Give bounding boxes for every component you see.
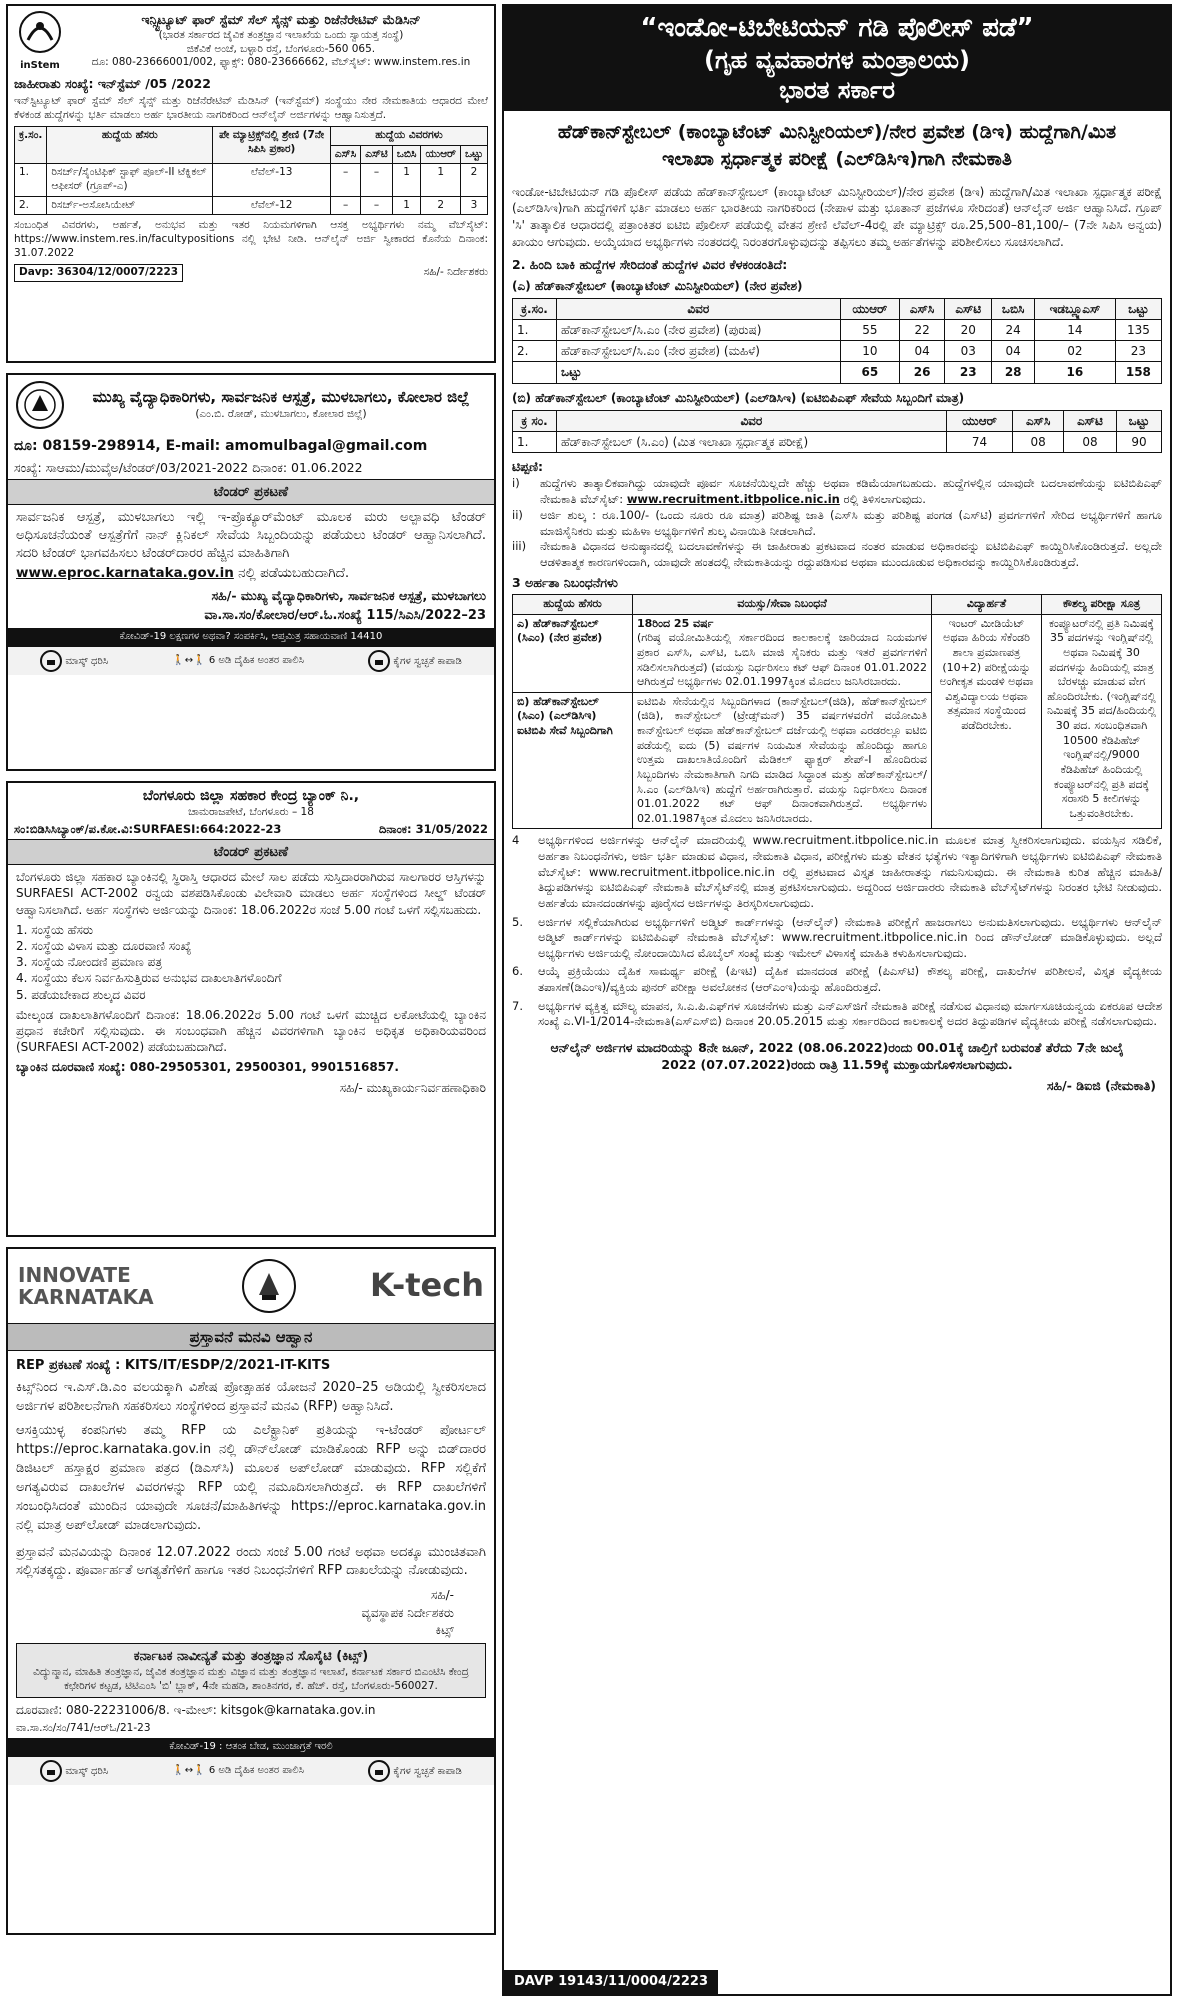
table-row: 1. ರಿಸರ್ಚ್/ಸೈಂಟಿಫಿಕ್ ಸ್ಟಾಫ್ ಪೂಲ್-II ಟೆಕ್ನಿಕಲ್ ಆಫೀಸರ್ (ಗ್ರೂಪ್-ಎ) ಲೆವೆಲ್-13 – – 1 1 2 [15, 164, 488, 196]
list-item: iii) ನೇಮಕಾತಿ ವಿಧಾನದ ಅನುಷ್ಠಾನದಲ್ಲಿ ಬದಲಾವಣೆಗಳನ್ನು ಈ ಜಾಹೀರಾತು ಪ್ರಕಟವಾದ ನಂತರ ಮಾಡುವ ಅಧಿಕಾರವನ್ನು ಐಟಿಬಿಪಿಎಫ್ ಕಾಯ್ದಿರಿಸಿಕೊಂಡಿರುತ್ತದೆ. ಅಲ್ಲದೇ ಆಡಳಿತಾತ್ಮಕ ಕಾರಣಗಳಿಂದಾಗಿ, ಯಾವುದೇ ಹಂತದಲ್ಲಿ ನೇಮಕಾತಿಯನ್ನು ರದ್ದುಪಡಿಸುವ ಅಥವಾ ಮುಂದೂಡುವ ಅಧಿಕಾರವನ್ನು ಕಾಯ್ದಿರಿಸಿಕೊಂಡಿರುತ್ತದೆ. [512, 539, 1162, 570]
mask-icon [40, 1760, 62, 1782]
instem-logo: inStem [14, 10, 66, 72]
list-item: 6. ಆಯ್ಕೆ ಪ್ರಕ್ರಿಯೆಯು ದೈಹಿಕ ಸಾಮರ್ಥ್ಯ ಪರೀಕ್ಷೆ (ಪಿಇಟಿ) ದೈಹಿಕ ಮಾನದಂಡ ಪರೀಕ್ಷೆ (ಪಿಎಸ್‌ಟಿ) ಕೌಶಲ್ಯ ಪರೀಕ್ಷೆ, ದಾಖಲೆಗಳ ಪರಿಶೀಲನೆ, ವಿಸ್ತೃತ ವೈದ್ಯಕೀಯ ತಪಾಸಣೆ(ಡಿಎಂಇ)/ವ್ಯಕ್ತಿಯ ಪುನರ್ ಪರೀಕ್ಷಾ ಅವಲೋಕನ (ಆರ್‌ಎಂಇ)ಯನ್ನು ಹೊಂದಿರುತ್ತದೆ. [512, 964, 1162, 995]
bank-doc-list [8, 922, 494, 1003]
innovate-karnataka-logo: INNOVATE KARNATAKA [18, 1263, 154, 1309]
table-row: 2. ರಿಸರ್ಚ್-ಅಸೋಸಿಯೇಟ್ ಲೆವೆಲ್-12 – – 1 2 3 [15, 196, 488, 215]
covid-banner: ಕೋವಿಡ್-19 ಲಕ್ಷಣಗಳ ಅಥವಾ? ಸಂಪರ್ಕಿಸಿ, ಆಪ್ತಮಿತ್ರ ಸಹಾಯವಾಣಿ 14410 [8, 628, 494, 646]
itbp-headline: ಹೆಡ್‌ಕಾನ್‌ಸ್ಟೇಬಲ್ (ಕಾಂಬ್ಯಾಟೆಂಟ್ ಮಿನಿಸ್ಟೀರಿಯಲ್)/ನೇರ ಪ್ರವೇಶ (ಡಿಇ) ಹುದ್ದೆಗಾಗಿ/ಮಿತ ಇಲಾಖಾ ಸ್ಪರ್ಧಾತ್ಮಕ ಪರೀಕ್ಷೆ (ಎಲ್‌ಡಿಸಿಇ)ಗಾಗಿ ನೇಮಕಾತಿ [557, 120, 1117, 171]
bank-tender-heading: ಟೆಂಡರ್ ಪ್ರಕಟಣೆ [8, 839, 494, 865]
list-item: 2. ಸಂಸ್ಥೆಯ ವಿಳಾಸ ಮತ್ತು ದೂರವಾಣಿ ಸಂಖ್ಯೆ [16, 939, 192, 954]
bank-title: ಬೆಂಗಳೂರು ಜಿಲ್ಲಾ ಸಹಕಾರ ಕೇಂದ್ರ ಬ್ಯಾಂಕ್ ನಿ., [142, 788, 360, 804]
ktech-logo: K-tech [369, 1266, 484, 1305]
distance-icon: 🚶↔🚶 [172, 654, 206, 666]
karnataka-emblem-icon [240, 1257, 298, 1315]
hospital-tender-heading: ಟೆಂಡರ್ ಪ್ರಕಟಣೆ [8, 479, 494, 505]
covid-icons: ಮಾಸ್ಕ್ ಧರಿಸಿ 🚶↔🚶 6 ಅಡಿ ದೈಹಿಕ ಅಂತರ ಪಾಲಿಸಿ ಕೈಗಳ ಸ್ವಚ್ಛತೆ ಕಾಪಾಡಿ [8, 1756, 494, 1785]
instem-table: ಕ್ರ.ಸಂ. ಹುದ್ದೆಯ ಹೆಸರು ಪೇ ಮ್ಯಾಟ್ರಿಕ್ಸ್‌ನಲ್ಲಿ ಶ್ರೇಣಿ (7ನೇ ಸಿಪಿಸಿ ಪ್ರಕಾರ) ಹುದ್ದೆಯ ವಿವರಗಳು ಎಸ್‌ಸಿ ಎಸ್‌ಟಿ ಒಬಿಸಿ ಯುಆರ್ ಒಟ್ಟು 1. ರಿಸರ್ಚ್/ಸೈಂಟಿಫಿಕ್ ಸ್ಟಾಫ್ ಪೂಲ್-II ಟೆಕ್ನಿಕಲ್ ಆಫೀಸರ್ (ಗ್ರೂಪ್-ಎ) ಲೆವೆಲ್-13 – – 1 1 2 2. ರಿಸರ್ಚ್-ಅಸೋಸಿಯೇಟ್ ಲೆವೆಲ್-12 – – 1 2 3 [14, 126, 488, 215]
ktech-ad: INNOVATE KARNATAKA K-tech ಪ್ರಸ್ತಾವನೆ ಮನವಿ ಆಹ್ವಾನ REP ಪ್ರಕಟಣೆ ಸಂಖ್ಯೆ : KITS/IT/ESDP/2/2021-IT-KITS ಕಿಟ್ಸ್‌ನಿಂದ ಇ.ಎಸ್.ಡಿ.ಎಂ ವಲಯಕ್ಕಾಗಿ ವಿಶೇಷ ಪ್ರೋತ್ಸಾಹಕ ಯೋಜನೆ 2020–25 ಅಡಿಯಲ್ಲಿ ಸ್ವೀಕರಿಸಲಾದ ಅರ್ಜಿಗಳ ಪರಿಶೀಲನೆಗಾಗಿ ಸಹಕರಿಸಲು ಸಂಸ್ಥೆಗಳಿಂದ ಪ್ರಸ್ತಾವನೆ ಮನವಿ (RFP) ಅಹ್ವಾನಿಸಿದೆ. ಆಸಕ್ತಿಯುಳ್ಳ ಕಂಪನಿಗಳು ತಮ್ಮ RFP ಯ ಎಲೆಕ್ಟ್ರಾನಿಕ್ ಪ್ರತಿಯನ್ನು ಇ-ಟೆಂಡರ್ ಪೋರ್ಟಲ್ https://eproc.karnataka.gov.in ನಲ್ಲಿ ಡೌನ್‌ಲೋಡ್ ಮಾಡಿಕೊಂಡು RFP ಅನ್ನು ಬಿಡ್‌ದಾರರ ಡಿಜಿಟಲ್ ಹಸ್ತಾಕ್ಷರ ಪ್ರಮಾಣ ಪತ್ರದ (ಡಿಎಸ್‌ಸಿ) ಮೂಲಕ ಅಪ್‌ಲೋಡ್ ಮಾಡುವುದು. RFP ಸಲ್ಲಿಕೆಗೆ ಅಗತ್ಯವಿರುವ ದಾಖಲೆಗಳ ವಿವರಗಳನ್ನು RFP ಯಲ್ಲಿ ನಮೂದಿಸಲಾಗಿರುತ್ತದೆ. ಈ RFP ದಾಖಲೆಗಳಿಗೆ ಸಂಬಂಧಿಸಿದಂತೆ ಮುಂದಿನ ಯಾವುದೇ ಸೂಚನೆ/ಮಾಹಿತಿಗಳನ್ನು https://eproc.karnataka.gov.in ನಲ್ಲಿ ಮಾತ್ರ ಅಪ್‌ಲೋಡ್ ಮಾಡಲಾಗುವುದು. ಪ್ರಸ್ತಾವನೆ ಮನವಿಯನ್ನು ದಿನಾಂಕ 12.07.2022 ರಂದು ಸಂಜೆ 5.00 ಗಂಟೆ ಅಥವಾ ಅದಕ್ಕೂ ಮುಂಚಿತವಾಗಿ ಸಲ್ಲಿಸತಕ್ಕದ್ದು. ಪೂರ್ವಾರ್ಹತೆ ಅಗತ್ಯತೆಗೆಳಿಗೆ ಹಾಗೂ ಇತರ ನಿಬಂಧನೆಗಳಿಗೆ RFP ದಾಖಲೆಯನ್ನು ನೋಡುವುದು. ಸಹಿ/- ವ್ಯವಸ್ಥಾಪಕ ನಿರ್ದೇಶಕರು ಕಿಟ್ಸ್ ಕರ್ನಾಟಕ ನಾವೀನ್ಯತೆ ಮತ್ತು ತಂತ್ರಜ್ಞಾನ ಸೊಸೈಟಿ (ಕಿಟ್ಸ್) ವಿದ್ಯುನ್ಮಾನ, ಮಾಹಿತಿ ತಂತ್ರಜ್ಞಾನ, ಜೈವಿಕ ತಂತ್ರಜ್ಞಾನ ಮತ್ತು ವಿಜ್ಞಾನ ಮತ್ತು ತಂತ್ರಜ್ಞಾನ ಇಲಾಖೆ, ಕರ್ನಾಟಕ ಸರ್ಕಾರ ಬಿಎಂಟಿಸಿ ಕೇಂದ್ರ ಕಛೇರಿಗಳ ಕಟ್ಟಡ, ಟಿಟಿಎಂಸಿ 'ಬಿ' ಬ್ಲಾಕ್, 4ನೇ ಮಹಡಿ, ಶಾಂತಿನಗರ, ಕೆ. ಹೆಚ್. ರಸ್ತೆ, ಬೆಂಗಳೂರು-560027. ದೂರವಾಣಿ: 080-22231006/8. ಇ-ಮೇಲ್: kitsgok@karnataka.gov.in ವಾ.ಸಾ.ಸಂ/ಸಂ/741/ಆರ್‌ಓ/21-23 ಕೋವಿಡ್-19 : ಆತಂಕ ಬೇಡ, ಮುಂಜಾಗ್ರತೆ ಇರಲಿ ಮಾಸ್ಕ್ ಧರಿಸಿ 🚶↔🚶 6 ಅಡಿ ದೈಹಿಕ ಅಂತರ ಪಾಲಿಸಿ ಕೈಗಳ ಸ್ವಚ್ಛತೆ ಕಾಪಾಡಿ [6, 1247, 496, 1935]
itbp-points [504, 829, 1170, 1030]
handwash-icon [368, 1760, 390, 1782]
table-row: 1. ಹೆಡ್‌ಕಾನ್‌ಸ್ಟೇಬಲ್/ಸಿ.ಎಂ (ನೇರ ಪ್ರವೇಶ) (ಪುರುಷ) 55 22 20 24 14 135 [513, 320, 1162, 341]
itbp-eligibility-table: ಹುದ್ದೆಯ ಹೆಸರು ವಯಸ್ಸು/ಸೇವಾ ನಿಬಂಧನೆ ವಿದ್ಯಾರ್ಹತೆ ಕೌಶಲ್ಯ ಪರೀಕ್ಷಾ ಸೂತ್ರ ಎ) ಹೆಡ್‌ಕಾನ್‌ಸ್ಟೇಬಲ್ (ಸಿಎಂ) (ನೇರ ಪ್ರವೇಶ) 18ರಿಂದ 25 ವರ್ಷ (ಗರಿಷ್ಠ ವಯೋಮಿತಿಯಲ್ಲಿ ಸರ್ಕಾರದಿಂದ ಕಾಲಕಾಲಕ್ಕೆ ಜಾರಿಯಾದ ನಿಯಮಗಳ ಪ್ರಕಾರ ಎಸ್‌ಸಿ, ಎಸ್‌ಟಿ, ಒಬಿಸಿ ಮಾಜಿ ಸೈನಿಕರು ಮತ್ತು ಇತರೆ ಪ್ರವರ್ಗಗಳಿಗೆ ಸಡಿಲಿಸಲಾಗಿರುತ್ತದೆ) (ವಯಸ್ಸು ನಿರ್ಧರಿಸಲು ಕಟ್ ಆಫ್ ದಿನಾಂಕ 01.01.2022 ಆಗಿರುತ್ತದೆ ಅಭ್ಯರ್ಥಿಗಳು 02.01.1997ಕ್ಕಿಂತ ಮೊದಲು ಜನಿಸಿರಬಾರದು. ಇಂಟರ್ ಮೀಡಿಯೆಟ್ ಅಥವಾ ಹಿರಿಯ ಸೆಕೆಂಡರಿ ಶಾಲಾ ಪ್ರಮಾಣಪತ್ರ (10+2) ಪರೀಕ್ಷೆಯನ್ನು ಅಂಗೀಕೃತ ಮಂಡಳಿ ಅಥವಾ ವಿಶ್ವವಿದ್ಯಾಲಯ ಅಥವಾ ತತ್ಸಮಾನ ಸಂಸ್ಥೆಯಿಂದ ಪಡೆದಿರಬೇಕು. ಕಂಪ್ಯೂಟರ್‌ನಲ್ಲಿ ಪ್ರತಿ ನಿಮಿಷಕ್ಕೆ 35 ಪದಗಳನ್ನು ಇಂಗ್ಲಿಷ್‌ನಲ್ಲಿ ಅಥವಾ ನಿಮಿಷಕ್ಕೆ 30 ಪದಗಳನ್ನು ಹಿಂದಿಯಲ್ಲಿ ಮಾತ್ರ ಬೆರಳಚ್ಚು ಮಾಡುವ ವೇಗ ಹೊಂದಿರಬೇಕು. (ಇಂಗ್ಲಿಷ್‌ನಲ್ಲಿ ನಿಮಿಷಕ್ಕೆ 35 ಪದ/ಹಿಂದಿಯಲ್ಲಿ 30 ಪದ. ಸಂಬಂಧಿತವಾಗಿ 10500 ಕೆಡಿಪಿಹೆಚ್ ಇಂಗ್ಲಿಷ್‌ನಲ್ಲಿ/9000 ಕೆಡಿಪಿಹೆಚ್ ಹಿಂದಿಯಲ್ಲಿ ಕಂಪ್ಯೂಟರ್‌ನಲ್ಲಿ ಪ್ರತಿ ಪದಕ್ಕೆ ಸರಾಸರಿ 5 ಕೀಲಿಗಳನ್ನು ಒತ್ತುವಂತಿರಬೇಕು. ಬಿ) ಹೆಡ್‌ಕಾನ್‌ಸ್ಟೇಬಲ್ (ಸಿಎಂ) (ಎಲ್‌ಡಿಸಿಇ) ಐಟಿಬಿಪಿ ಸೇವೆ ಸಿಬ್ಬಂದಿಗಾಗಿ ಐಟಿಬಿಪಿ ಸೇನೆಯಲ್ಲಿನ ಸಿಬ್ಬಂದಿಗಳಾದ (ಕಾನ್‌ಸ್ಟೇಬಲ್(ಜಿಡಿ), ಹೆಡ್‌ಕಾನ್‌ಸ್ಟೇಬಲ್ (ಜಿಡಿ), ಕಾನ್‌ಸ್ಟೇಬಲ್ (ಟ್ರೇಡ್ಸ್‌ಮನ್) 35 ವರ್ಷಗಳವರೆಗೆ ವಯೋಮಿತಿ ಕಾನ್‌ಸ್ಟೇಬಲ್ ಅಥವಾ ಹೆಡ್‌ಕಾನ್‌ಸ್ಟೇಬಲ್ ದರ್ಜೆಯಲ್ಲಿ ಅಥವಾ ಎರಡರಲ್ಲೂ ಐಟಿಬಿ ಪಡೆಯಲ್ಲಿ ಐದು (5) ವರ್ಷಗಳ ನಿಯಮಿತ ಸೇವೆಯನ್ನು ಹೊಂದಿದ್ದು ಹಾಗೂ ಉತ್ತಮ ದಾಖಲಾತಿಯೊಂದಿಗೆ ಮೆಡಿಕಲ್ ಫ್ಯಾಕ್ಟರ್ ಶೇಪ್-I ಹೊಂದಿರುವ ಸಿಬ್ಬಂದಿಗಳು ನೇಮಕಾತಿಗಾಗಿ ನಿಗದಿ ಮಾಡಿದ ಸಿದ್ಧಾಂತ ಮತ್ತು ಹೆಡ್‌ಕಾನ್‌ಸ್ಟೇಬಲ್/ಸಿ.ಎಂ (ಎಲ್‌ಡಿಸಿಇ) ಹುದ್ದೆಗೆ ಅರ್ಹರಾಗಿರುತ್ತಾರೆ. ವಯಸ್ಸು ನಿರ್ಧರಿಸಲು ದಿನಾಂಕ 01.01.2022 ಕಟ್ ಆಫ್ ದಿನಾಂಕವಾಗಿರುತ್ತದೆ. ಅಭ್ಯರ್ಥಿಗಳು 02.01.1987ಕ್ಕಿಂತ ಮೊದಲು ಜನಿಸಿರಬಾರದು. [512, 594, 1162, 829]
list-item: 4 ಅಭ್ಯರ್ಥಿಗಳಿಂದ ಅರ್ಜಿಗಳನ್ನು ಆನ್‌ಲೈನ್ ಮಾದರಿಯಲ್ಲಿ www.recruitment.itbpolice.nic.in ಮೂಲಕ ಮಾತ್ರ ಸ್ವೀಕರಿಸಲಾಗುವುದು. ವಯಸ್ಸಿನ ಸಡಿಲಿಕೆ, ಅರ್ಹತಾ ನಿಬಂಧನೆಗಳು, ಅರ್ಜಿ ಭರ್ತಿ ಮಾಡುವ ವಿಧಾನ, ನೇಮಕಾತಿ ವಿಧಾನ, ಪರೀಕ್ಷೆಗಳು ಮತ್ತು ವೇತನ ಭತ್ಯೆಗಳು ಇತ್ಯಾದಿಗಳಿಗಾಗಿ ಅಭ್ಯರ್ಥಿಗಳು ಐಟಿಬಿಪಿಎಫ್ ನೇಮಕಾತಿ ವೆಬ್‌ಸೈಟ್: www.recruitment.itbpolice.nic.in ರಲ್ಲಿ ಪ್ರಕಟವಾದ ವಿಸ್ತೃತ ಜಾಹೀರಾತನ್ನು ಗಮನಿಸುವುದು. ಈ ನೇಮಕಾತಿ ಕುರಿತ ಹೆಚ್ಚಿನ ಮಾಹಿತಿ/ತಿದ್ದುಪಡಿಗಳನ್ನು ಐಟಿಬಿಪಿಎಫ್ ನೇಮಕಾತಿ ವೆಬ್‌ಸೈಟ್‌ನಲ್ಲಿ ಮಾತ್ರ ಪ್ರಕಟಿಸಲಾಗುವುದು. ಅದ್ದರಿಂದ ಅರ್ಜಿದಾರರು ನೇಮಕಾತಿ ವೆಬ್‌ಸೈಟ್‌ಗಳನ್ನು ನಿರಂತರ ಭೇಟಿ ನೀಡುವುದು. ಅರ್ಹತೆಯ ಮಾನದಂಡಗಳನ್ನು ಪೂರೈಸದ ಅರ್ಜಿಗಳನ್ನು ತಿರಸ್ಕರಿಸಲಾಗುವುದು. [512, 833, 1162, 910]
covid-banner: ಕೋವಿಡ್-19 : ಆತಂಕ ಬೇಡ, ಮುಂಜಾಗ್ರತೆ ಇರಲಿ [8, 1738, 494, 1756]
recruitment-link[interactable]: www.recruitment.itbpolice.nic.in [626, 491, 840, 506]
list-item: 1. ಸಂಸ್ಥೆಯ ಹೆಸರು [16, 922, 94, 937]
itbp-davp: DAVP 19143/11/0004/2223 [504, 1970, 718, 1994]
mask-icon [40, 650, 62, 672]
list-item: i) ಹುದ್ದೆಗಳು ತಾತ್ಕಾಲಿಕವಾಗಿದ್ದು ಯಾವುದೇ ಪೂರ್ವ ಸೂಚನೆಯಿಲ್ಲದೇ ಹೆಚ್ಚು ಅಥವಾ ಕಡಿಮೆಯಾಗಬಹುದು. ಹುದ್ದೆಗಳಲ್ಲಿನ ಯಾವುದೇ ಬದಲಾವಣೆಯನ್ನು ಐಟಿಬಿಪಿಎಫ್ ನೇಮಕಾತಿ ವೆಬ್‌ಸೈಟ್: www.recruitment.itbpolice.nic.in ರಲ್ಲಿ ತಿಳಿಸಲಾಗುವುದು. [512, 476, 1162, 506]
instem-ad: inStem ಇನ್ಸ್ಟಿಟ್ಯೂಟ್ ಫಾರ್ ಸ್ಟೆಮ್ ಸೆಲ್ ಸೈನ್ಸ್ ಮತ್ತು ರಿಜೆನೆರೇಟಿವ್ ಮೆಡಿಸಿನ್ (ಭಾರತ ಸರ್ಕಾರದ ಜೈವಿಕ ತಂತ್ರಜ್ಞಾನ ಇಲಾಖೆಯ ಒಂದು ಸ್ವಾಯತ್ತ ಸಂಸ್ಥೆ) ಜಿಕೆವಿಕೆ ಅಂಚೆ, ಬಳ್ಳಾರಿ ರಸ್ತೆ, ಬೆಂಗಳೂರು-560 065. ದೂ: 080-23666001/002, ಫ್ಯಾಕ್ಸ್: 080-23666662, ವೆಬ್‌ಸೈಟ್: www.instem.res.in ಜಾಹೀರಾತು ಸಂಖ್ಯೆ: ಇನ್‌ಸ್ಟೆಮ್ /05 /2022 ಇನ್‌ಸ್ಟಿಟ್ಯೂಟ್ ಫಾರ್ ಸ್ಟೆಮ್ ಸೆಲ್ ಸೈನ್ಸ್ ಮತ್ತು ರಿಜೆನೆರೇಟಿವ್ ಮೆಡಿಸಿನ್ (ಇನ್‌ಸ್ಟೆಮ್) ಸಂಸ್ಥೆಯು ನೇರ ನೇಮಕಾತಿಯ ಆಧಾರದ ಮೇಲೆ ಕೆಳಕಂಡ ಹುದ್ದೆಗಳನ್ನು ಭರ್ತಿ ಮಾಡಲು ಅರ್ಹ ಭಾರತೀಯ ನಾಗರಿಕರಿಂದ ಆನ್‌ಲೈನ್ ಅರ್ಜಿಗಳನ್ನು ಆಹ್ವಾನಿಸುತ್ತದೆ. ಕ್ರ.ಸಂ. ಹುದ್ದೆಯ ಹೆಸರು ಪೇ ಮ್ಯಾಟ್ರಿಕ್ಸ್‌ನಲ್ಲಿ ಶ್ರೇಣಿ (7ನೇ ಸಿಪಿಸಿ ಪ್ರಕಾರ) ಹುದ್ದೆಯ ವಿವರಗಳು ಎಸ್‌ಸಿ ಎಸ್‌ಟಿ ಒಬಿಸಿ ಯುಆರ್ ಒಟ್ಟು 1. ರಿಸರ್ಚ್/ಸೈಂಟಿಫಿಕ್ ಸ್ಟಾಫ್ ಪೂಲ್-II ಟೆಕ್ನಿಕಲ್ ಆಫೀಸರ್ (ಗ್ರೂಪ್-ಎ) ಲೆವೆಲ್-13 – – 1 1 2 2. ರಿಸರ್ಚ್-ಅಸೋಸಿಯೇಟ್ ಲೆವೆಲ್-12 – – 1 2 3 ಸಂಬಂಧಿತ ವಿವರಗಳು, ಅರ್ಹತೆ, ಅನುಭವ ಮತ್ತು ಇತರ ನಿಯಮಗಳಿಗಾಗಿ ಆಸಕ್ತ ಅಭ್ಯರ್ಥಿಗಳು ನಮ್ಮ ವೆಬ್‌ಸೈಟ್: https://www.instem.res.in/facultypositions ನಲ್ಲಿ ಭೇಟಿ ನೀಡಿ. ಆನ್‌ಲೈನ್ ಅರ್ಜಿ ಸ್ವೀಕಾರದ ಕೊನೆಯ ದಿನಾಂಕ: 31.07.2022 Davp: 36304/12/0007/2223 ಸಹಿ/- ನಿರ್ದೇಶಕರು [6, 4, 496, 363]
instem-emblem-icon [18, 10, 62, 54]
table-row: 1. ಹೆಡ್‌ಕಾನ್‌ಸ್ಟೇಬಲ್ (ಸಿ.ಎಂ) (ಮಿತ ಇಲಾಖಾ ಸ್ಪರ್ಧಾತ್ಮಕ ಪರೀಕ್ಷೆ) 74 08 08 90 [513, 431, 1162, 452]
hospital-title: ಮುಖ್ಯ ವೈದ್ಯಾಧಿಕಾರಿಗಳು, ಸಾರ್ವಜನಿಕ ಆಸ್ಪತ್ರೆ, ಮುಳಬಾಗಲು, ಕೋಲಾರ ಜಿಲ್ಲೆ [92, 388, 470, 407]
list-item: 4. ಸಂಸ್ಥೆಯು ಕೆಲಸ ನಿರ್ವಹಿಸುತ್ತಿರುವ ಅನುಭವ ದಾಖಲಾತಿಗಳೊಂದಿಗೆ [16, 971, 282, 986]
itbp-title: “ಇಂಡೋ-ಟಿಬೇಟಿಯನ್ ಗಡಿ ಪೊಲೀಸ್ ಪಡೆ” [640, 13, 1034, 43]
hospital-contact: ದೂ: 08159-298914, E-mail: amomulbagal@gmail.com [14, 438, 428, 454]
bank-ad: ಬೆಂಗಳೂರು ಜಿಲ್ಲಾ ಸಹಕಾರ ಕೇಂದ್ರ ಬ್ಯಾಂಕ್ ನಿ., ಚಾಮರಾಜಪೇಟೆ, ಬೆಂಗಳೂರು – 18 ಸಂ:ಬಿಡಿಸಿಸಿಬ್ಯಾಂಕ್/ಪ.ಕೋ.ವಿ:SURFAESI:664:2022-23 ದಿನಾಂಕ: 31/05/2022 ಟೆಂಡರ್ ಪ್ರಕಟಣೆ ಬೆಂಗಳೂರು ಜಿಲ್ಲಾ ಸಹಕಾರ ಬ್ಯಾಂಕಿನಲ್ಲಿ ಸ್ಥಿರಾಸ್ತಿ ಆಧಾರದ ಮೇಲೆ ಸಾಲ ಪಡೆದು ಸುಸ್ತಿದಾರರಾಗಿರುವ ಸಾಲಗಾರರ ಆಸ್ತಿಗಳನ್ನು SURFAESI ACT-2002 ರನ್ವಯ ವಶಪಡಿಸಿಕೊಂಡು ವಿಲೇವಾರಿ ಮಾಡಲು ಅರ್ಹ ಸಂಸ್ಥೆಗಳಿಂದ ಸೀಲ್ಡ್ ಟೆಂಡರ್ ಆಹ್ವಾನಿಸಲಾಗಿದೆ. ಅರ್ಹ ಸಂಸ್ಥೆಗಳು ಅರ್ಜಿಯನ್ನು ದಿನಾಂಕ: 18.06.2022ರ ಸಂಜೆ 5.00 ಗಂಟೆ ಒಳಗೆ ಸಲ್ಲಿಸಬಹುದು. 1. ಸಂಸ್ಥೆಯ ಹೆಸರು 2. ಸಂಸ್ಥೆಯ ವಿಳಾಸ ಮತ್ತು ದೂರವಾಣಿ ಸಂಖ್ಯೆ 3. ಸಂಸ್ಥೆಯ ನೋಂದಣಿ ಪ್ರಮಾಣ ಪತ್ರ 4. ಸಂಸ್ಥೆಯು ಕೆಲಸ ನಿರ್ವಹಿಸುತ್ತಿರುವ ಅನುಭವ ದಾಖಲಾತಿಗಳೊಂದಿಗೆ 5. ಪಡೆಯಬೇಕಾದ ಶುಲ್ಕದ ವಿವರ ಮೇಲ್ಕಂಡ ದಾಖಲಾತಿಗಳೊಂದಿಗೆ ದಿನಾಂಕ: 18.06.2022ರ 5.00 ಗಂಟೆ ಒಳಗೆ ಮುಚ್ಚಿದ ಲಕೋಟೆಯಲ್ಲಿ ಬ್ಯಾಂಕಿನ ಪ್ರಧಾನ ಕಚೇರಿಗೆ ಸಲ್ಲಿಸುವುದು. ಈ ಸಂಬಂಧವಾಗಿ ಹೆಚ್ಚಿನ ವಿವರಗಳಿಗಾಗಿ ಬ್ಯಾಂಕಿನ ಅಧಿಕೃತ ಅಧಿಕಾರಿಯವರಿಂದ (SURFAESI ACT-2002) ಪಡೆಯಬಹುದಾಗಿದೆ. ಬ್ಯಾಂಕಿನ ದೂರವಾಣಿ ಸಂಖ್ಯೆ: 080-29505301, 29500301, 9901516857. ಸಹಿ/- ಮುಖ್ಯಕಾರ್ಯನಿರ್ವಹಣಾಧಿಕಾರಿ [6, 781, 496, 1237]
itbp-closing: ಆನ್‌ಲೈನ್ ಅರ್ಜಿಗಳ ಮಾದರಿಯನ್ನು 8ನೇ ಜೂನ್, 2022 (08.06.2022)ರಂದು 00.01ಕ್ಕೆ ಚಾಲ್ತಿಗೆ ಬರುವಂತೆ ತೆರೆದು 7ನೇ ಜುಲೈ 2022 (07.07.2022)ರಂದು ರಾತ್ರಿ 11.59ಕ್ಕೆ ಮುಕ್ತಾಯಗೊಳಿಸಲಾಗುವುದು. [550, 1039, 1124, 1073]
list-item: 7. ಅಭ್ಯರ್ಥಿಗಳ ವ್ಯಕ್ತಿತ್ವ ಮೌಲ್ಯ ಮಾಪನ, ಸಿ.ಎ.ಪಿ.ಎಫ್‌ಗಳ ಸೂಚನೆಗಳು ಮತ್ತು ಎನ್‌ಎಸ್‌ಜಿಗೆ ನೇಮಕಾತಿ ಪರೀಕ್ಷೆ ನಡೆಸುವ ವಿಧಾನವು ಮಾರ್ಗಸೂಚಿಯನ್ವಯ ಏಕರೂಪ ಆದೇಶ ಸಂಖ್ಯೆ ಎ.VI-1/2014-ನೇಮಕಾತಿ(ಎಸ್‌ಎಸ್‌ಬಿ) ದಿನಾಂಕ 20.05.2015 ಮತ್ತು ಸರ್ಕಾರದಿಂದ ಕಾಲಕಾಲಕ್ಕೆ ಅದರ ತಿದ್ದುಪಡಿಗಳ ವೈದ್ಯಕೀಯ ಪರೀಕ್ಷೆ ನಡೆಸಲಾಗುವುದು. [512, 998, 1162, 1029]
ktech-heading: ಪ್ರಸ್ತಾವನೆ ಮನವಿ ಆಹ್ವಾನ [8, 1323, 494, 1351]
itbp-vacancy-table-b: ಕ್ರ ಸಂ. ವಿವರ ಯುಆರ್ ಎಸ್‌ಸಿ ಎಸ್‌ಟಿ ಒಟ್ಟು 1. ಹೆಡ್‌ಕಾನ್‌ಸ್ಟೇಬಲ್ (ಸಿ.ಎಂ) (ಮಿತ ಇಲಾಖಾ ಸ್ಪರ್ಧಾತ್ಮಕ ಪರೀಕ್ಷೆ) 74 08 08 90 [512, 410, 1162, 453]
list-item: 5. ಅರ್ಜಿಗಳ ಸಲ್ಲಿಕೆಯಾಗಿರುವ ಅಭ್ಯರ್ಥಿಗಳಿಗೆ ಅಡ್ಮಿಟ್ ಕಾರ್ಡ್‌ಗಳನ್ನು (ಆನ್‌ಲೈನ್) ನೇಮಕಾತಿ ಪರೀಕ್ಷೆಗೆ ಹಾಜರಾಗಲು ಅನುಮತಿಸಲಾಗುವುದು. ಅಭ್ಯರ್ಥಿಗಳು ಆನ್‌ಲೈನ್ ಅಡ್ಮಿಟ್ ಕಾರ್ಡ್‌ಗಳನ್ನು ಐಟಿಬಿಪಿಎಫ್ ನೇಮಕಾತಿ ವೆಬ್‌ಸೈಟ್: www.recruitment.itbpolice.nic.in ರಿಂದ ಡೌನ್‌ಲೋಡ್ ಮಾಡಿಕೊಳ್ಳುವುದು. ಅಲ್ಲದೆ ಅಭ್ಯರ್ಥಿಗಳು ಅರ್ಜಿಯಲ್ಲಿ ನೋಂದಾಯಿಸಿದ ಮೊಬೈಲ್ ಸಂಖ್ಯೆ ಮತ್ತು ಇಮೇಲ್ ವಿಳಾಸಕ್ಕೆ ಮಾಹಿತಿ ಕಳುಹಿಸಲಾಗುವುದು. [512, 914, 1162, 960]
list-item: 3. ಸಂಸ್ಥೆಯ ನೋಂದಣಿ ಪ್ರಮಾಣ ಪತ್ರ [16, 955, 163, 970]
hospital-ad: ಮುಖ್ಯ ವೈದ್ಯಾಧಿಕಾರಿಗಳು, ಸಾರ್ವಜನಿಕ ಆಸ್ಪತ್ರೆ, ಮುಳಬಾಗಲು, ಕೋಲಾರ ಜಿಲ್ಲೆ (ಎಂ.ಬಿ. ರೋಡ್, ಮುಳಬಾಗಲು, ಕೋಲಾರ ಜಿಲ್ಲೆ) ದೂ: 08159-298914, E-mail: amomulbagal@gmail.com ಸಂಖ್ಯೆ: ಸಾಆಮು/ಮುವೈಅ/ಟೆಂಡರ್/03/2021-2022 ದಿನಾಂಕ: 01.06.2022 ಟೆಂಡರ್ ಪ್ರಕಟಣೆ ಸಾರ್ವಜನಿಕ ಆಸ್ಪತ್ರೆ, ಮುಳಬಾಗಲು ಇಲ್ಲಿ ಇ-ಪ್ರೊಕ್ಯೂರ್‌ಮೆಂಟ್ ಮೂಲಕ ಮರು ಅಲ್ಪಾವಧಿ ಟೆಂಡರ್ ಅಧಿಸೂಚನೆಯಂತೆ ಆಸ್ಪತ್ರೆಗೆಗೆ ನಾನ್ ಕ್ಲಿನಿಕಲ್ ಸೇವೆಯ ಸಿಬ್ಬಂದಿಯನ್ನು ಪಡೆಯಲು ಟೆಂಡರ್ ಆಹ್ವಾನಿಸಲಾಗಿದೆ. ಸದರಿ ಟೆಂಡರ್ ಭಾಗವಹಿಸಲು ಟೆಂಡರ್‌ದಾರರ ಹೆಚ್ಚಿನ ಮಾಹಿತಿಗಾಗಿ www.eproc.karnataka.gov.in ನಲ್ಲಿ ಪಡೆಯಬಹುದಾಗಿದೆ. ಸಹಿ/- ಮುಖ್ಯ ವೈದ್ಯಾಧಿಕಾರಿಗಳು, ಸಾರ್ವಜನಿಕ ಆಸ್ಪತ್ರೆ, ಮುಳಬಾಗಲು ವಾ.ಸಾ.ಸಂ/ಕೋಲಾರ/ಆರ್.ಓ.ಸಂಖ್ಯೆ 115/ಸಿಎಸಿ/2022–23 ಕೋವಿಡ್-19 ಲಕ್ಷಣಗಳ ಅಥವಾ? ಸಂಪರ್ಕಿಸಿ, ಆಪ್ತಮಿತ್ರ ಸಹಾಯವಾಣಿ 14410 ಮಾಸ್ಕ್ ಧರಿಸಿ 🚶↔🚶 6 ಅಡಿ ದೈಹಿಕ ಅಂತರ ಪಾಲಿಸಿ ಕೈಗಳ ಸ್ವಚ್ಛತೆ ಕಾಪಾಡಿ [6, 373, 496, 771]
itbp-vacancy-table-a: ಕ್ರ.ಸಂ. ವಿವರ ಯುಆರ್ ಎಸ್‌ಸಿ ಎಸ್‌ಟಿ ಒಬಿಸಿ ಇಡಬ್ಲ್ಯೂಎಸ್ ಒಟ್ಟು 1. ಹೆಡ್‌ಕಾನ್‌ಸ್ಟೇಬಲ್/ಸಿ.ಎಂ (ನೇರ ಪ್ರವೇಶ) (ಪುರುಷ) 55 22 20 24 14 135 2. ಹೆಡ್‌ಕಾನ್‌ಸ್ಟೇಬಲ್/ಸಿ.ಎಂ (ನೇರ ಪ್ರವೇಶ) (ಮಹಿಳೆ) 10 04 03 04 02 23 ಒಟ್ಟು 65 26 23 28 16 158 [512, 298, 1162, 384]
table-row-total: ಒಟ್ಟು 65 26 23 28 16 158 [513, 362, 1162, 383]
karnataka-emblem-icon [14, 379, 66, 431]
table-row: ಎ) ಹೆಡ್‌ಕಾನ್‌ಸ್ಟೇಬಲ್ (ಸಿಎಂ) (ನೇರ ಪ್ರವೇಶ) 18ರಿಂದ 25 ವರ್ಷ (ಗರಿಷ್ಠ ವಯೋಮಿತಿಯಲ್ಲಿ ಸರ್ಕಾರದಿಂದ ಕಾಲಕಾಲಕ್ಕೆ ಜಾರಿಯಾದ ನಿಯಮಗಳ ಪ್ರಕಾರ ಎಸ್‌ಸಿ, ಎಸ್‌ಟಿ, ಒಬಿಸಿ ಮಾಜಿ ಸೈನಿಕರು ಮತ್ತು ಇತರೆ ಪ್ರವರ್ಗಗಳಿಗೆ ಸಡಿಲಿಸಲಾಗಿರುತ್ತದೆ) (ವಯಸ್ಸು ನಿರ್ಧರಿಸಲು ಕಟ್ ಆಫ್ ದಿನಾಂಕ 01.01.2022 ಆಗಿರುತ್ತದೆ ಅಭ್ಯರ್ಥಿಗಳು 02.01.1997ಕ್ಕಿಂತ ಮೊದಲು ಜನಿಸಿರಬಾರದು. ಇಂಟರ್ ಮೀಡಿಯೆಟ್ ಅಥವಾ ಹಿರಿಯ ಸೆಕೆಂಡರಿ ಶಾಲಾ ಪ್ರಮಾಣಪತ್ರ (10+2) ಪರೀಕ್ಷೆಯನ್ನು ಅಂಗೀಕೃತ ಮಂಡಳಿ ಅಥವಾ ವಿಶ್ವವಿದ್ಯಾಲಯ ಅಥವಾ ತತ್ಸಮಾನ ಸಂಸ್ಥೆಯಿಂದ ಪಡೆದಿರಬೇಕು. ಕಂಪ್ಯೂಟರ್‌ನಲ್ಲಿ ಪ್ರತಿ ನಿಮಿಷಕ್ಕೆ 35 ಪದಗಳನ್ನು ಇಂಗ್ಲಿಷ್‌ನಲ್ಲಿ ಅಥವಾ ನಿಮಿಷಕ್ಕೆ 30 ಪದಗಳನ್ನು ಹಿಂದಿಯಲ್ಲಿ ಮಾತ್ರ ಬೆರಳಚ್ಚು ಮಾಡುವ ವೇಗ ಹೊಂದಿರಬೇಕು. (ಇಂಗ್ಲಿಷ್‌ನಲ್ಲಿ ನಿಮಿಷಕ್ಕೆ 35 ಪದ/ಹಿಂದಿಯಲ್ಲಿ 30 ಪದ. ಸಂಬಂಧಿತವಾಗಿ 10500 ಕೆಡಿಪಿಹೆಚ್ ಇಂಗ್ಲಿಷ್‌ನಲ್ಲಿ/9000 ಕೆಡಿಪಿಹೆಚ್ ಹಿಂದಿಯಲ್ಲಿ ಕಂಪ್ಯೂಟರ್‌ನಲ್ಲಿ ಪ್ರತಿ ಪದಕ್ಕೆ ಸರಾಸರಿ 5 ಕೀಲಿಗಳನ್ನು ಒತ್ತುವಂತಿರಬೇಕು. [513, 614, 1162, 692]
list-item: 5. ಪಡೆಯಬೇಕಾದ ಶುಲ್ಕದ ವಿವರ [16, 987, 146, 1002]
itbp-ad: “ಇಂಡೋ-ಟಿಬೇಟಿಯನ್ ಗಡಿ ಪೊಲೀಸ್ ಪಡೆ” (ಗೃಹ ವ್ಯವಹಾರಗಳ ಮಂತ್ರಾಲಯ) ಭಾರತ ಸರ್ಕಾರ ಹೆಡ್‌ಕಾನ್‌ಸ್ಟೇಬಲ್ (ಕಾಂಬ್ಯಾಟೆಂಟ್ ಮಿನಿಸ್ಟೀರಿಯಲ್)/ನೇರ ಪ್ರವೇಶ (ಡಿಇ) ಹುದ್ದೆಗಾಗಿ/ಮಿತ ಇಲಾಖಾ ಸ್ಪರ್ಧಾತ್ಮಕ ಪರೀಕ್ಷೆ (ಎಲ್‌ಡಿಸಿಇ)ಗಾಗಿ ನೇಮಕಾತಿ ಇಂಡೋ-ಟಿಬೇಟಿಯನ್ ಗಡಿ ಪೊಲೀಸ್ ಪಡೆಯ ಹೆಡ್‌ಕಾನ್‌ಸ್ಟೇಬಲ್ (ಕಾಂಬ್ಯಾಟೆಂಟ್ ಮಿನಿಸ್ಟೀರಿಯಲ್)/ನೇರ ಪ್ರವೇಶ (ಡಿಇ) ಹುದ್ದೆಗಾಗಿ/ಮಿತ ಇಲಾಖಾ ಸ್ಪರ್ಧಾತ್ಮಕ ಪರೀಕ್ಷೆ (ಎಲ್‌ಡಿಸಿಇ)ಗಾಗಿ ಹುದ್ದೆಗಳಿಗೆ ಭರ್ತಿ ಮಾಡಲು ಅರ್ಹ ಭಾರತೀಯ ನಾಗರಿಕರಿಂದ (ನೇಪಾಳ ಮತ್ತು ಭೂತಾನ್ ಪ್ರಜೆಗಳೂ ಸೇರಿದಂತೆ) ಆನ್‌ಲೈನ್ ಅರ್ಜಿ ಆಹ್ವಾನಿಸಿದೆ. ಗ್ರೂಪ್ 'ಸಿ' ತಾತ್ಕಾಲಿಕ ಆಧಾರದಲ್ಲಿ ಪತ್ರಾಂಕಿತರ ಐಟಿಬಿ ಪೊಲೀಸ್ ಪಡೆಯಲ್ಲಿ ವೇತನ ಶ್ರೇಣಿ ಲೆವೆಲ್-4ರಲ್ಲಿ ಪೇ ಮ್ಯಾಟ್ರಿಕ್ಸ್ ರೂ.25,500–81,100/– (7ನೇ ಸಿಪಿಸಿ ಅನ್ವಯ) ಖಾಯಂ ಆಗುವುದು. ಅಯ್ಕೆಯಾದ ಅಭ್ಯರ್ಥಿಗಳು ನಂತರದಲ್ಲಿ ನಿರಂತರಗೊಳ್ಳುವುದನ್ನು ತಪ್ಪಿಸಲು ತಮ್ಮ ಅರ್ಹತೆಗಳನ್ನು ಪರಿಶೀಲಿಸಲು ಸೂಚಿಸಲಾಗಿದೆ. 2. ಹಿಂದಿ ಬಾಕಿ ಹುದ್ದೆಗಳ ಸೇರಿದಂತೆ ಹುದ್ದೆಗಳ ವಿವರ ಕೆಳಕಂಡಂತಿದೆ: (ಎ) ಹೆಡ್‌ಕಾನ್‌ಸ್ಟೇಬಲ್ (ಕಾಂಬ್ಯಾಟೆಂಟ್ ಮಿನಿಸ್ಟೀರಿಯಲ್) (ನೇರ ಪ್ರವೇಶ) ಕ್ರ.ಸಂ. ವಿವರ ಯುಆರ್ ಎಸ್‌ಸಿ ಎಸ್‌ಟಿ ಒಬಿಸಿ ಇಡಬ್ಲ್ಯೂಎಸ್ ಒಟ್ಟು 1. ಹೆಡ್‌ಕಾನ್‌ಸ್ಟೇಬಲ್/ಸಿ.ಎಂ (ನೇರ ಪ್ರವೇಶ) (ಪುರುಷ) 55 22 20 24 14 135 2. ಹೆಡ್‌ಕಾನ್‌ಸ್ಟೇಬಲ್/ಸಿ.ಎಂ (ನೇರ ಪ್ರವೇಶ) (ಮಹಿಳೆ) 10 04 03 04 02 23 ಒಟ್ಟು 65 26 23 28 16 158 (ಬಿ) ಹೆಡ್‌ಕಾನ್‌ಸ್ಟೇಬಲ್ (ಕಾಂಬ್ಯಾಟೆಂಟ್ ಮಿನಿಸ್ಟೀರಿಯಲ್) (ಎಲ್‌ಡಿಸಿಇ) (ಐಟಿಬಿಪಿಎಫ್ ಸೇವೆಯ ಸಿಬ್ಬಂದಿಗೆ ಮಾತ್ರ) ಕ್ರ ಸಂ. ವಿವರ ಯುಆರ್ ಎಸ್‌ಸಿ ಎಸ್‌ಟಿ ಒಟ್ಟು 1. ಹೆಡ್‌ಕಾನ್‌ಸ್ಟೇಬಲ್ (ಸಿ.ಎಂ) (ಮಿತ ಇಲಾಖಾ ಸ್ಪರ್ಧಾತ್ಮಕ ಪರೀಕ್ಷೆ) 74 08 08 90 ಟಿಪ್ಪಣಿ: i) ಹುದ್ದೆಗಳು ತಾತ್ಕಾಲಿಕವಾಗಿದ್ದು ಯಾವುದೇ ಪೂರ್ವ ಸೂಚನೆಯಿಲ್ಲದೇ ಹೆಚ್ಚು ಅಥವಾ ಕಡಿಮೆಯಾಗಬಹುದು. ಹುದ್ದೆಗಳಲ್ಲಿನ ಯಾವುದೇ ಬದಲಾವಣೆಯನ್ನು ಐಟಿಬಿಪಿಎಫ್ ನೇಮಕಾತಿ ವೆಬ್‌ಸೈಟ್: www.recruitment.itbpolice.nic.in ರಲ್ಲಿ ತಿಳಿಸಲಾಗುವುದು. ii) ಅರ್ಜಿ ಶುಲ್ಕ : ರೂ.100/- (ಒಂದು ನೂರು ರೂ ಮಾತ್ರ) ಪರಿಶಿಷ್ಟ ಜಾತಿ (ಎಸ್‌ಸಿ ಮತ್ತು ಪರಿಶಿಷ್ಟ ಪಂಗಡ (ಎಸ್‌ಟಿ) ಪ್ರವರ್ಗಗಳಿಗೆ ಸೇರಿದ ಅಭ್ಯರ್ಥಿಗಳಿಗೆ ಹಾಗೂ ಮಾಜಿಸೈನಿಕರು ಮತ್ತು ಮಹಿಳಾ ಅಭ್ಯರ್ಥಿಗಳಿಗೆ ಶುಲ್ಕ ವಿನಾಯಿತಿ ನೀಡಲಾಗಿದೆ. iii) ನೇಮಕಾತಿ ವಿಧಾನದ ಅನುಷ್ಠಾನದಲ್ಲಿ ಬದಲಾವಣೆಗಳನ್ನು ಈ ಜಾಹೀರಾತು ಪ್ರಕಟವಾದ ನಂತರ ಮಾಡುವ ಅಧಿಕಾರವನ್ನು ಐಟಿಬಿಪಿಎಫ್ ಕಾಯ್ದಿರಿಸಿಕೊಂಡಿರುತ್ತದೆ. ಅಲ್ಲದೇ ಆಡಳಿತಾತ್ಮಕ ಕಾರಣಗಳಿಂದಾಗಿ, ಯಾವುದೇ ಹಂತದಲ್ಲಿ ನೇಮಕಾತಿಯನ್ನು ರದ್ದುಪಡಿಸುವ ಅಥವಾ ಮುಂದೂಡುವ ಅಧಿಕಾರವನ್ನು ಕಾಯ್ದಿರಿಸಿಕೊಂಡಿರುತ್ತದೆ. 3 ಅರ್ಹತಾ ನಿಬಂಧನೆಗಳು ಹುದ್ದೆಯ ಹೆಸರು ವಯಸ್ಸು/ಸೇವಾ ನಿಬಂಧನೆ ವಿದ್ಯಾರ್ಹತೆ ಕೌಶಲ್ಯ ಪರೀಕ್ಷಾ ಸೂತ್ರ ಎ) ಹೆಡ್‌ಕಾನ್‌ಸ್ಟೇಬಲ್ (ಸಿಎಂ) (ನೇರ ಪ್ರವೇಶ) 18ರಿಂದ 25 ವರ್ಷ (ಗರಿಷ್ಠ ವಯೋಮಿತಿಯಲ್ಲಿ ಸರ್ಕಾರದಿಂದ ಕಾಲಕಾಲಕ್ಕೆ ಜಾರಿಯಾದ ನಿಯಮಗಳ ಪ್ರಕಾರ ಎಸ್‌ಸಿ, ಎಸ್‌ಟಿ, ಒಬಿಸಿ ಮಾಜಿ ಸೈನಿಕರು ಮತ್ತು ಇತರೆ ಪ್ರವರ್ಗಗಳಿಗೆ ಸಡಿಲಿಸಲಾಗಿರುತ್ತದೆ) (ವಯಸ್ಸು ನಿರ್ಧರಿಸಲು ಕಟ್ ಆಫ್ ದಿನಾಂಕ 01.01.2022 ಆಗಿರುತ್ತದೆ ಅಭ್ಯರ್ಥಿಗಳು 02.01.1997ಕ್ಕಿಂತ ಮೊದಲು ಜನಿಸಿರಬಾರದು. ಇಂಟರ್ ಮೀಡಿಯೆಟ್ ಅಥವಾ ಹಿರಿಯ ಸೆಕೆಂಡರಿ ಶಾಲಾ ಪ್ರಮಾಣಪತ್ರ (10+2) ಪರೀಕ್ಷೆಯನ್ನು ಅಂಗೀಕೃತ ಮಂಡಳಿ ಅಥವಾ ವಿಶ್ವವಿದ್ಯಾಲಯ ಅಥವಾ ತತ್ಸಮಾನ ಸಂಸ್ಥೆಯಿಂದ ಪಡೆದಿರಬೇಕು. ಕಂಪ್ಯೂಟರ್‌ನಲ್ಲಿ ಪ್ರತಿ ನಿಮಿಷಕ್ಕೆ 35 ಪದಗಳನ್ನು ಇಂಗ್ಲಿಷ್‌ನಲ್ಲಿ ಅಥವಾ ನಿಮಿಷಕ್ಕೆ 30 ಪದಗಳನ್ನು ಹಿಂದಿಯಲ್ಲಿ ಮಾತ್ರ ಬೆರಳಚ್ಚು ಮಾಡುವ ವೇಗ ಹೊಂದಿರಬೇಕು. (ಇಂಗ್ಲಿಷ್‌ನಲ್ಲಿ ನಿಮಿಷಕ್ಕೆ 35 ಪದ/ಹಿಂದಿಯಲ್ಲಿ 30 ಪದ. ಸಂಬಂಧಿತವಾಗಿ 10500 ಕೆಡಿಪಿಹೆಚ್ ಇಂಗ್ಲಿಷ್‌ನಲ್ಲಿ/9000 ಕೆಡಿಪಿಹೆಚ್ ಹಿಂದಿಯಲ್ಲಿ ಕಂಪ್ಯೂಟರ್‌ನಲ್ಲಿ ಪ್ರತಿ ಪದಕ್ಕೆ ಸರಾಸರಿ 5 ಕೀಲಿಗಳನ್ನು ಒತ್ತುವಂತಿರಬೇಕು. ಬಿ) ಹೆಡ್‌ಕಾನ್‌ಸ್ಟೇಬಲ್ (ಸಿಎಂ) (ಎಲ್‌ಡಿಸಿಇ) ಐಟಿಬಿಪಿ ಸೇವೆ ಸಿಬ್ಬಂದಿಗಾಗಿ ಐಟಿಬಿಪಿ ಸೇನೆಯಲ್ಲಿನ ಸಿಬ್ಬಂದಿಗಳಾದ (ಕಾನ್‌ಸ್ಟೇಬಲ್(ಜಿಡಿ), ಹೆಡ್‌ಕಾನ್‌ಸ್ಟೇಬಲ್ (ಜಿಡಿ), ಕಾನ್‌ಸ್ಟೇಬಲ್ (ಟ್ರೇಡ್ಸ್‌ಮನ್) 35 ವರ್ಷಗಳವರೆಗೆ ವಯೋಮಿತಿ ಕಾನ್‌ಸ್ಟೇಬಲ್ ಅಥವಾ ಹೆಡ್‌ಕಾನ್‌ಸ್ಟೇಬಲ್ ದರ್ಜೆಯಲ್ಲಿ ಅಥವಾ ಎರಡರಲ್ಲೂ ಐಟಿಬಿ ಪಡೆಯಲ್ಲಿ ಐದು (5) ವರ್ಷಗಳ ನಿಯಮಿತ ಸೇವೆಯನ್ನು ಹೊಂದಿದ್ದು ಹಾಗೂ ಉತ್ತಮ ದಾಖಲಾತಿಯೊಂದಿಗೆ ಮೆಡಿಕಲ್ ಫ್ಯಾಕ್ಟರ್ ಶೇಪ್-I ಹೊಂದಿರುವ ಸಿಬ್ಬಂದಿಗಳು ನೇಮಕಾತಿಗಾಗಿ ನಿಗದಿ ಮಾಡಿದ ಸಿದ್ಧಾಂತ ಮತ್ತು ಹೆಡ್‌ಕಾನ್‌ಸ್ಟೇಬಲ್/ಸಿ.ಎಂ (ಎಲ್‌ಡಿಸಿಇ) ಹುದ್ದೆಗೆ ಅರ್ಹರಾಗಿರುತ್ತಾರೆ. ವಯಸ್ಸು ನಿರ್ಧರಿಸಲು ದಿನಾಂಕ 01.01.2022 ಕಟ್ ಆಫ್ ದಿನಾಂಕವಾಗಿರುತ್ತದೆ. ಅಭ್ಯರ್ಥಿಗಳು 02.01.1987ಕ್ಕಿಂತ ಮೊದಲು ಜನಿಸಿರಬಾರದು. 4 ಅಭ್ಯರ್ಥಿಗಳಿಂದ ಅರ್ಜಿಗಳನ್ನು ಆನ್‌ಲೈನ್ ಮಾದರಿಯಲ್ಲಿ www.recruitment.itbpolice.nic.in ಮೂಲಕ ಮಾತ್ರ ಸ್ವೀಕರಿಸಲಾಗುವುದು. ವಯಸ್ಸಿನ ಸಡಿಲಿಕೆ, ಅರ್ಹತಾ ನಿಬಂಧನೆಗಳು, ಅರ್ಜಿ ಭರ್ತಿ ಮಾಡುವ ವಿಧಾನ, ನೇಮಕಾತಿ ವಿಧಾನ, ಪರೀಕ್ಷೆಗಳು ಮತ್ತು ವೇತನ ಭತ್ಯೆಗಳು ಇತ್ಯಾದಿಗಳಿಗಾಗಿ ಅಭ್ಯರ್ಥಿಗಳು ಐಟಿಬಿಪಿಎಫ್ ನೇಮಕಾತಿ ವೆಬ್‌ಸೈಟ್: www.recruitment.itbpolice.nic.in ರಲ್ಲಿ ಪ್ರಕಟವಾದ ವಿಸ್ತೃತ ಜಾಹೀರಾತನ್ನು ಗಮನಿಸುವುದು. ಈ ನೇಮಕಾತಿ ಕುರಿತ ಹೆಚ್ಚಿನ ಮಾಹಿತಿ/ತಿದ್ದುಪಡಿಗಳನ್ನು ಐಟಿಬಿಪಿಎಫ್ ನೇಮಕಾತಿ ವೆಬ್‌ಸೈಟ್‌ನಲ್ಲಿ ಮಾತ್ರ ಪ್ರಕಟಿಸಲಾಗುವುದು. ಅದ್ದರಿಂದ ಅರ್ಜಿದಾರರು ನೇಮಕಾತಿ ವೆಬ್‌ಸೈಟ್‌ಗಳನ್ನು ನಿರಂತರ ಭೇಟಿ ನೀಡುವುದು. ಅರ್ಹತೆಯ ಮಾನದಂಡಗಳನ್ನು ಪೂರೈಸದ ಅರ್ಜಿಗಳನ್ನು ತಿರಸ್ಕರಿಸಲಾಗುವುದು. 5. ಅರ್ಜಿಗಳ ಸಲ್ಲಿಕೆಯಾಗಿರುವ ಅಭ್ಯರ್ಥಿಗಳಿಗೆ ಅಡ್ಮಿಟ್ ಕಾರ್ಡ್‌ಗಳನ್ನು (ಆನ್‌ಲೈನ್) ನೇಮಕಾತಿ ಪರೀಕ್ಷೆಗೆ ಹಾಜರಾಗಲು ಅನುಮತಿಸಲಾಗುವುದು. ಅಭ್ಯರ್ಥಿಗಳು ಆನ್‌ಲೈನ್ ಅಡ್ಮಿಟ್ ಕಾರ್ಡ್‌ಗಳನ್ನು ಐಟಿಬಿಪಿಎಫ್ ನೇಮಕಾತಿ ವೆಬ್‌ಸೈಟ್: www.recruitment.itbpolice.nic.in ರಿಂದ ಡೌನ್‌ಲೋಡ್ ಮಾಡಿಕೊಳ್ಳುವುದು. ಅಲ್ಲದೆ ಅಭ್ಯರ್ಥಿಗಳು ಅರ್ಜಿಯಲ್ಲಿ ನೋಂದಾಯಿಸಿದ ಮೊಬೈಲ್ ಸಂಖ್ಯೆ ಮತ್ತು ಇಮೇಲ್ ವಿಳಾಸಕ್ಕೆ ಮಾಹಿತಿ ಕಳುಹಿಸಲಾಗುವುದು. 6. ಆಯ್ಕೆ ಪ್ರಕ್ರಿಯೆಯು ದೈಹಿಕ ಸಾಮರ್ಥ್ಯ ಪರೀಕ್ಷೆ (ಪಿಇಟಿ) ದೈಹಿಕ ಮಾನದಂಡ ಪರೀಕ್ಷೆ (ಪಿಎಸ್‌ಟಿ) ಕೌಶಲ್ಯ ಪರೀಕ್ಷೆ, ದಾಖಲೆಗಳ ಪರಿಶೀಲನೆ, ವಿಸ್ತೃತ ವೈದ್ಯಕೀಯ ತಪಾಸಣೆ(ಡಿಎಂಇ)/ವ್ಯಕ್ತಿಯ ಪುನರ್ ಪರೀಕ್ಷಾ ಅವಲೋಕನ (ಆರ್‌ಎಂಇ)ಯನ್ನು ಹೊಂದಿರುತ್ತದೆ. 7. ಅಭ್ಯರ್ಥಿಗಳ ವ್ಯಕ್ತಿತ್ವ ಮೌಲ್ಯ ಮಾಪನ, ಸಿ.ಎ.ಪಿ.ಎಫ್‌ಗಳ ಸೂಚನೆಗಳು ಮತ್ತು ಎನ್‌ಎಸ್‌ಜಿಗೆ ನೇಮಕಾತಿ ಪರೀಕ್ಷೆ ನಡೆಸುವ ವಿಧಾನವು ಮಾರ್ಗಸೂಚಿಯನ್ವಯ ಏಕರೂಪ ಆದೇಶ ಸಂಖ್ಯೆ ಎ.VI-1/2014-ನೇಮಕಾತಿ(ಎಸ್‌ಎಸ್‌ಬಿ) ದಿನಾಂಕ 20.05.2015 ಮತ್ತು ಸರ್ಕಾರದಿಂದ ಕಾಲಕಾಲಕ್ಕೆ ಅದರ ತಿದ್ದುಪಡಿಗಳ ವೈದ್ಯಕೀಯ ಪರೀಕ್ಷೆ ನಡೆಸಲಾಗುವುದು. ಆನ್‌ಲೈನ್ ಅರ್ಜಿಗಳ ಮಾದರಿಯನ್ನು 8ನೇ ಜೂನ್, 2022 (08.06.2022)ರಂದು 00.01ಕ್ಕೆ ಚಾಲ್ತಿಗೆ ಬರುವಂತೆ ತೆರೆದು 7ನೇ ಜುಲೈ 2022 (07.07.2022)ರಂದು ರಾತ್ರಿ 11.59ಕ್ಕೆ ಮುಕ್ತಾಯಗೊಳಿಸಲಾಗುವುದು. ಸಹಿ/- ಡಿಐಜಿ (ನೇಮಕಾತಿ) DAVP 19143/11/0004/2223 [502, 4, 1172, 1996]
handwash-icon [368, 650, 390, 672]
instem-adv-no: ಜಾಹೀರಾತು ಸಂಖ್ಯೆ: ಇನ್‌ಸ್ಟೆಮ್ /05 /2022 [14, 76, 211, 92]
covid-icons: ಮಾಸ್ಕ್ ಧರಿಸಿ 🚶↔🚶 6 ಅಡಿ ದೈಹಿಕ ಅಂತರ ಪಾಲಿಸಿ ಕೈಗಳ ಸ್ವಚ್ಛತೆ ಕಾಪಾಡಿ [8, 646, 494, 675]
instem-org: ಇನ್ಸ್ಟಿಟ್ಯೂಟ್ ಫಾರ್ ಸ್ಟೆಮ್ ಸೆಲ್ ಸೈನ್ಸ್ ಮತ್ತು ರಿಜೆನೆರೇಟಿವ್ ಮೆಡಿಸಿನ್ [141, 12, 421, 28]
table-row: ಬಿ) ಹೆಡ್‌ಕಾನ್‌ಸ್ಟೇಬಲ್ (ಸಿಎಂ) (ಎಲ್‌ಡಿಸಿಇ) ಐಟಿಬಿಪಿ ಸೇವೆ ಸಿಬ್ಬಂದಿಗಾಗಿ ಐಟಿಬಿಪಿ ಸೇನೆಯಲ್ಲಿನ ಸಿಬ್ಬಂದಿಗಳಾದ (ಕಾನ್‌ಸ್ಟೇಬಲ್(ಜಿಡಿ), ಹೆಡ್‌ಕಾನ್‌ಸ್ಟೇಬಲ್ (ಜಿಡಿ), ಕಾನ್‌ಸ್ಟೇಬಲ್ (ಟ್ರೇಡ್ಸ್‌ಮನ್) 35 ವರ್ಷಗಳವರೆಗೆ ವಯೋಮಿತಿ ಕಾನ್‌ಸ್ಟೇಬಲ್ ಅಥವಾ ಹೆಡ್‌ಕಾನ್‌ಸ್ಟೇಬಲ್ ದರ್ಜೆಯಲ್ಲಿ ಅಥವಾ ಎರಡರಲ್ಲೂ ಐಟಿಬಿ ಪಡೆಯಲ್ಲಿ ಐದು (5) ವರ್ಷಗಳ ನಿಯಮಿತ ಸೇವೆಯನ್ನು ಹೊಂದಿದ್ದು ಹಾಗೂ ಉತ್ತಮ ದಾಖಲಾತಿಯೊಂದಿಗೆ ಮೆಡಿಕಲ್ ಫ್ಯಾಕ್ಟರ್ ಶೇಪ್-I ಹೊಂದಿರುವ ಸಿಬ್ಬಂದಿಗಳು ನೇಮಕಾತಿಗಾಗಿ ನಿಗದಿ ಮಾಡಿದ ಸಿದ್ಧಾಂತ ಮತ್ತು ಹೆಡ್‌ಕಾನ್‌ಸ್ಟೇಬಲ್/ಸಿ.ಎಂ (ಎಲ್‌ಡಿಸಿಇ) ಹುದ್ದೆಗೆ ಅರ್ಹರಾಗಿರುತ್ತಾರೆ. ವಯಸ್ಸು ನಿರ್ಧರಿಸಲು ದಿನಾಂಕ 01.01.2022 ಕಟ್ ಆಫ್ ದಿನಾಂಕವಾಗಿರುತ್ತದೆ. ಅಭ್ಯರ್ಥಿಗಳು 02.01.1987ಕ್ಕಿಂತ ಮೊದಲು ಜನಿಸಿರಬಾರದು. [513, 692, 1162, 829]
itbp-notes [504, 476, 1170, 571]
list-item: ii) ಅರ್ಜಿ ಶುಲ್ಕ : ರೂ.100/- (ಒಂದು ನೂರು ರೂ ಮಾತ್ರ) ಪರಿಶಿಷ್ಟ ಜಾತಿ (ಎಸ್‌ಸಿ ಮತ್ತು ಪರಿಶಿಷ್ಟ ಪಂಗಡ (ಎಸ್‌ಟಿ) ಪ್ರವರ್ಗಗಳಿಗೆ ಸೇರಿದ ಅಭ್ಯರ್ಥಿಗಳಿಗೆ ಹಾಗೂ ಮಾಜಿಸೈನಿಕರು ಮತ್ತು ಮಹಿಳಾ ಅಭ್ಯರ್ಥಿಗಳಿಗೆ ಶುಲ್ಕ ವಿನಾಯಿತಿ ನೀಡಲಾಗಿದೆ. [512, 507, 1162, 538]
kits-org: ಕರ್ನಾಟಕ ನಾವೀನ್ಯತೆ ಮತ್ತು ತಂತ್ರಜ್ಞಾನ ಸೊಸೈಟಿ (ಕಿಟ್ಸ್) [133, 1649, 369, 1665]
distance-icon: 🚶↔🚶 [172, 1764, 206, 1776]
instem-davp: Davp: 36304/12/0007/2223 [14, 264, 183, 282]
eproc-link[interactable]: www.eproc.karnataka.gov.in [16, 564, 234, 581]
table-row: 2. ಹೆಡ್‌ಕಾನ್‌ಸ್ಟೇಬಲ್/ಸಿ.ಎಂ (ನೇರ ಪ್ರವೇಶ) (ಮಹಿಳೆ) 10 04 03 04 02 23 [513, 341, 1162, 362]
